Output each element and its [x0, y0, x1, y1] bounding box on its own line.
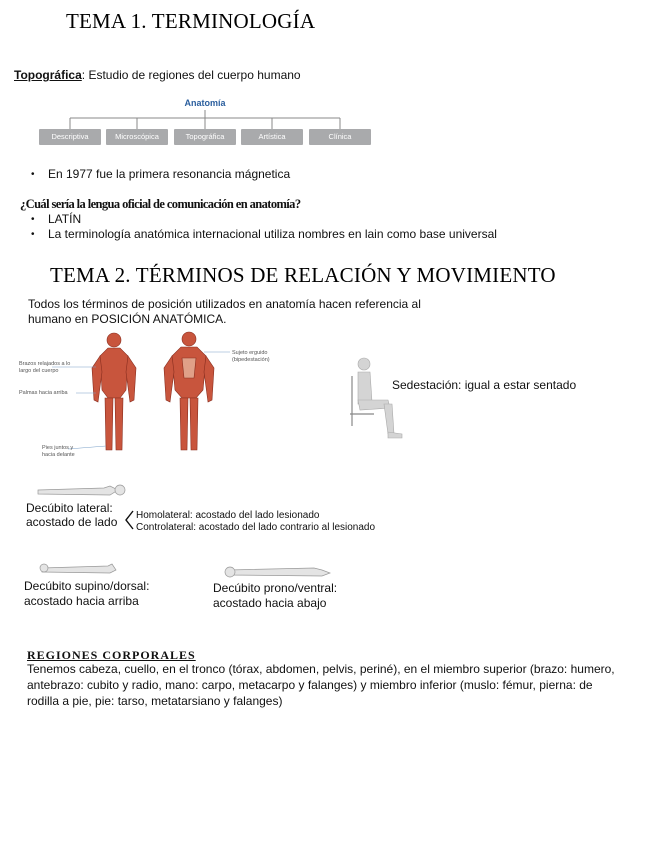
anatomy-diagram-root: Anatomía — [184, 98, 226, 108]
label-sujeto: Sujeto erguido (bipedestación) — [232, 350, 270, 363]
tema1-bullets — [28, 167, 290, 182]
answer-latin: • LATÍN — [28, 212, 497, 227]
anatomical-position-figure — [16, 328, 286, 463]
tema1-title: TEMA 1. TERMINOLOGÍA — [66, 9, 316, 33]
topografica-term: Topográfica — [14, 68, 82, 82]
anatomy-box-artistica: Artística — [241, 129, 303, 145]
lying-prone-figure-icon — [218, 560, 338, 582]
anatomy-box-descriptiva: Descriptiva — [39, 129, 101, 145]
lying-supine-figure-icon — [34, 558, 130, 578]
supino-label: Decúbito supino/dorsal: — [24, 579, 150, 593]
prono-desc: acostado hacia abajo — [213, 596, 327, 610]
bullet-resonancia: • En 1977 fue la primera resonancia mágnetica — [28, 167, 290, 182]
tema2-intro-line2: humano en POSICIÓN ANATÓMICA. — [28, 312, 227, 326]
tema2-intro-line1: Todos los términos de posición utilizados en anatomía hacen referencia al — [28, 297, 421, 311]
regiones-title: REGIONES CORPORALES — [27, 648, 196, 662]
prono-label: Decúbito prono/ventral: — [213, 581, 338, 595]
regiones-text: Tenemos cabeza, cuello, en el tronco (tórax, abdomen, pelvis, periné), en el miembro superior (brazo: humero, antebrazo: cubito y radio, mano: carpo, metacarpo y falanges) y miembro inferior (muslo: fémur, pierna: de rodilla a pie, pie: tarso, metatarsiano y falanges) — [27, 662, 615, 708]
label-brazos: Brazos relajados a lo largo del cuerpo — [19, 361, 71, 374]
anatomy-box-microscopica: Microscópica — [106, 129, 168, 145]
answer-bullets — [28, 212, 497, 242]
contralateral-text: Controlateral: acostado del lado contrario al lesionado — [136, 522, 376, 533]
decubito-lateral-desc: acostado de lado — [26, 515, 118, 529]
label-pies: Pies juntos y hacia delante — [42, 445, 75, 458]
anatomy-box-topografica: Topográfica — [174, 129, 236, 145]
answer-terminologia: • La terminología anatómica internacional utiliza nombres en lain como base universal — [28, 227, 497, 242]
decubito-lateral-label: Decúbito lateral: — [26, 501, 113, 515]
tema2-title: TEMA 2. TÉRMINOS DE RELACIÓN Y MOVIMIENTO — [50, 263, 556, 287]
lying-lateral-figure-icon — [34, 478, 130, 500]
anatomy-box-clinica: Clínica — [309, 129, 371, 145]
sedestacion-text: Sedestación: igual a estar sentado — [392, 378, 577, 392]
supino-desc: acostado hacia arriba — [24, 594, 139, 608]
homolateral-text: Homolateral: acostado del lado lesionado — [136, 510, 320, 521]
brace-icon — [123, 509, 135, 531]
topografica-rest: : Estudio de regiones del cuerpo humano — [81, 68, 301, 82]
question-lengua-oficial: ¿Cuál sería la lengua oficial de comunicación en anatomía? — [20, 197, 301, 211]
label-palmas: Palmas hacia arriba — [19, 390, 68, 396]
anatomy-diagram — [38, 96, 372, 150]
seated-figure-icon — [344, 356, 404, 440]
topografica-definition — [14, 68, 301, 83]
